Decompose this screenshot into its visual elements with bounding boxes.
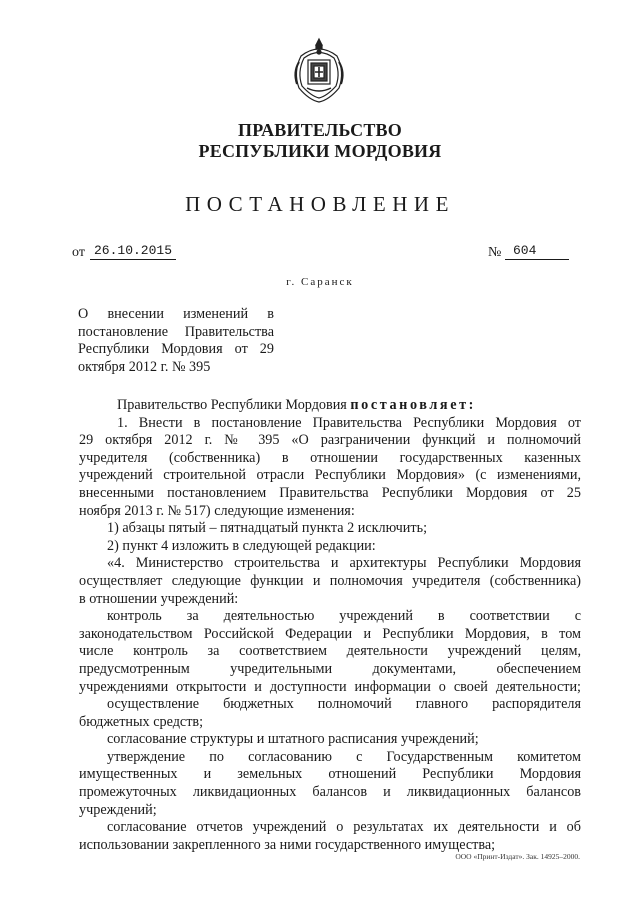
body-line: промежуточных ликвидационных балансов и ликвидационных балансов [79,784,581,801]
title-line: О внесении изменений в [78,306,274,322]
body-line: числе контроль за соответствием деятельности учреждений целям, [79,643,581,660]
document-body [79,397,581,854]
document-number: 604 [505,243,569,260]
body-line: согласование отчетов учреждений о результатах их деятельности и об [107,819,581,836]
city-name: г. Саранск [286,276,354,288]
organization-name-line2: РЕСПУБЛИКИ МОРДОВИЯ [198,141,442,161]
body-line: учреждений; [79,801,157,818]
body-line: учреждениями открытости и доступности информации о своей деятельности; [79,678,581,695]
title-line: октября 2012 г. № 395 [78,358,211,375]
document-date: 26.10.2015 [90,243,176,260]
body-line: контроль за деятельностью учреждений в соответствии с [107,608,581,625]
title-line: Республики Мордовия от 29 [78,341,274,357]
body-line: осуществляет следующие функции и полномочия учредителя (собственника) [79,572,581,589]
title-line: постановление Правительства [78,323,274,340]
body-line: внесенными постановлением Правительства Республики Мордовия от 25 [79,484,581,501]
document-title [78,306,274,376]
preamble [79,397,581,415]
number-prefix: № [488,245,502,260]
document-type: ПОСТАНОВЛЕНИЕ [185,192,455,216]
body-line: имущественных и земельных отношений Республики Мордовия [79,766,581,783]
body-line: учредителя (собственника) в отношении государственных казенных [79,449,581,466]
body-line: 2) пункт 4 изложить в следующей редакции: [107,537,376,554]
body-line: бюджетных средств; [79,713,204,730]
coat-of-arms-emblem [289,36,349,104]
body-line: в отношении учреждений: [79,590,239,607]
preamble-emphasis: постановляет: [350,397,476,413]
body-line: ноября 2013 г. № 517) следующие изменения: [79,502,355,519]
body-line: согласование структуры и штатного расписания учреждений; [107,731,479,748]
body-line: «4. Министерство строительства и архитектуры Республики Мордовия [107,555,581,572]
body-line: осуществление бюджетных полномочий главного распорядителя [107,696,581,713]
body-line: 1) абзацы пятый – пятнадцатый пункта 2 исключить; [107,520,428,537]
body-line: предусмотренным учредительными документами, обеспечением [79,660,581,677]
body-line: учреждений строительной отрасли Республики Мордовия» (с изменениями, [79,467,581,484]
body-line: 1. Внести в постановление Правительства Республики Мордовия от [117,414,581,431]
preamble-text: Правительство Республики Мордовия [117,397,351,413]
body-line: использовании закрепленного за ними государственного имущества; [79,836,496,853]
body-line: утверждение по согласованию с Государственным комитетом [107,748,581,765]
date-prefix: от [72,245,85,260]
body-line: 29 октября 2012 г. № 395 «О разграничении функций и полномочий [79,432,581,449]
printer-imprint: ООО «Принт-Издат». Зак. 14925–2000. [455,852,580,861]
organization-name-line1: ПРАВИТЕЛЬСТВО [238,120,402,140]
body-line: законодательством Российской Федерации и Республики Мордовия, в том [79,625,581,642]
